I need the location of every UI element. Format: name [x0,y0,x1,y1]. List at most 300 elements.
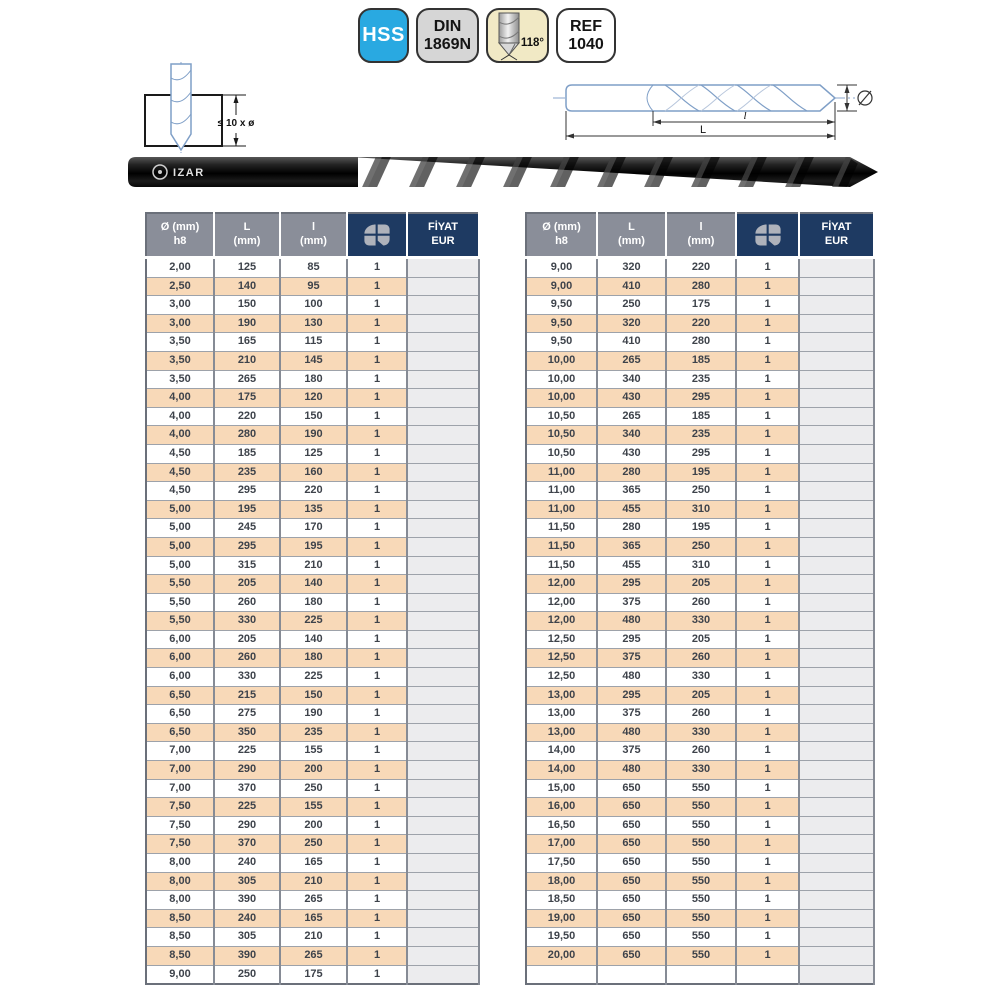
table-row [146,816,479,835]
table-cell: 1 [736,370,799,389]
table-cell: 250 [666,537,736,556]
table-cell: 375 [597,593,666,612]
table-cell: 6,50 [146,686,214,705]
table-cell: 265 [280,946,347,965]
table-cell: 550 [666,816,736,835]
table-row [526,891,874,910]
table-row [526,389,874,408]
price-header: FİYAT EUR [407,213,479,258]
table-row [526,593,874,612]
table-cell: 9,50 [526,296,597,315]
table-cell: 1 [347,500,407,519]
table-cell: 260 [214,649,280,668]
hss-badge [358,8,409,63]
table-cell: 375 [597,742,666,761]
table-cell [799,482,874,501]
table-cell: 5,00 [146,500,214,519]
table-cell: 8,00 [146,854,214,873]
drill-bit-photo [122,148,882,196]
table-cell [799,407,874,426]
table-row [146,444,479,463]
table-cell: 170 [280,519,347,538]
table-cell: 295 [214,537,280,556]
table-cell: 10,50 [526,407,597,426]
table-cell: 165 [280,909,347,928]
table-cell: 210 [280,556,347,575]
table-row [146,928,479,947]
table-cell: 650 [597,854,666,873]
table-cell [799,333,874,352]
table-row [526,370,874,389]
table-row [526,333,874,352]
table-cell: 650 [597,835,666,854]
table-cell: 225 [280,668,347,687]
table-cell: 265 [214,370,280,389]
table-cell: 155 [280,798,347,817]
table-cell: 1 [736,835,799,854]
drill-outline [566,85,835,111]
table-cell: 8,50 [146,928,214,947]
table-cell: 1 [347,258,407,278]
table-cell: 365 [597,537,666,556]
table-cell: 260 [666,593,736,612]
table-cell: 290 [214,761,280,780]
table-row [146,761,479,780]
table-cell: 1 [347,835,407,854]
table-cell: 175 [666,296,736,315]
table-cell: 280 [597,519,666,538]
table-cell: 1 [347,333,407,352]
table-cell: 1 [347,946,407,965]
table-row [146,668,479,687]
table-cell: 15,00 [526,779,597,798]
table-row [146,556,479,575]
drill-outline [171,64,191,150]
table-cell: 235 [214,463,280,482]
table-cell [799,742,874,761]
table-cell: 1 [736,816,799,835]
table-cell: 650 [597,816,666,835]
table-cell: 10,50 [526,426,597,445]
table-cell: 205 [214,630,280,649]
table-cell [407,816,479,835]
diameter-header: Ø (mm) h8 [146,213,214,258]
table-cell [666,965,736,984]
table-cell: 3,50 [146,333,214,352]
table-cell [407,723,479,742]
table-row [526,407,874,426]
table-row [526,649,874,668]
table-row [146,482,479,501]
table-cell: 1 [736,314,799,333]
table-row [526,742,874,761]
table-cell: 1 [347,463,407,482]
table-cell: 17,50 [526,854,597,873]
spec-table-left-body [146,258,479,985]
table-cell: 280 [597,463,666,482]
table-cell: 1 [736,407,799,426]
table-cell [799,705,874,724]
table-cell: 210 [280,872,347,891]
table-cell [407,258,479,278]
table-cell: 7,00 [146,761,214,780]
table-row [526,444,874,463]
table-row [526,463,874,482]
table-cell [407,351,479,370]
table-cell: 250 [214,965,280,984]
table-cell: 1 [347,761,407,780]
table-cell: 550 [666,928,736,947]
table-cell: 480 [597,668,666,687]
table-cell: 1 [347,612,407,631]
table-cell: 260 [666,705,736,724]
header-row [526,213,874,258]
table-cell: 1 [347,482,407,501]
table-row [146,612,479,631]
table-cell: 1 [736,612,799,631]
ref-1040-badge [556,8,616,63]
table-cell: 7,50 [146,816,214,835]
table-cell: 265 [280,891,347,910]
table-cell: 5,50 [146,593,214,612]
table-cell: 250 [280,835,347,854]
table-cell [407,333,479,352]
table-cell [407,537,479,556]
table-cell: 1 [736,556,799,575]
table-cell: 1 [347,668,407,687]
table-cell: 1 [347,537,407,556]
table-cell: 4,50 [146,463,214,482]
table-row [526,500,874,519]
table-cell: 16,00 [526,798,597,817]
table-cell: 100 [280,296,347,315]
table-cell: 150 [280,686,347,705]
table-cell [799,798,874,817]
table-cell: 390 [214,946,280,965]
table-cell: 1 [736,333,799,352]
table-cell: 125 [280,444,347,463]
table-cell: 650 [597,872,666,891]
table-cell [799,630,874,649]
table-cell: 1 [347,519,407,538]
table-cell: 330 [666,761,736,780]
table-cell [799,872,874,891]
table-row [526,519,874,538]
diameter-header: Ø (mm) h8 [526,213,597,258]
table-row [146,258,479,278]
table-cell [799,426,874,445]
table-cell [799,779,874,798]
table-cell: 1 [736,463,799,482]
table-cell [407,909,479,928]
table-cell: 320 [597,258,666,278]
table-cell: 650 [597,928,666,947]
table-cell: 1 [736,928,799,947]
table-row [526,296,874,315]
table-cell: 12,50 [526,668,597,687]
table-cell: 190 [280,426,347,445]
table-cell: 1 [736,779,799,798]
table-cell: 295 [666,444,736,463]
table-cell [799,537,874,556]
table-cell: 1 [736,351,799,370]
ref-label-line2: 1040 [568,35,604,53]
table-row [146,779,479,798]
table-cell: 330 [214,612,280,631]
table-cell [799,946,874,965]
table-cell: 375 [597,649,666,668]
table-cell: 11,50 [526,556,597,575]
table-cell: 120 [280,389,347,408]
table-cell: 210 [280,928,347,947]
table-cell: 1 [347,407,407,426]
table-cell: 295 [666,389,736,408]
table-row [526,686,874,705]
table-cell [799,928,874,947]
table-cell: 295 [597,630,666,649]
table-row [146,723,479,742]
table-cell: 1 [347,649,407,668]
table-cell: 1 [347,389,407,408]
table-row [146,705,479,724]
table-row [146,389,479,408]
table-cell [407,668,479,687]
table-cell [799,556,874,575]
table-cell: 8,00 [146,891,214,910]
table-cell: 650 [597,891,666,910]
table-cell: 280 [666,277,736,296]
table-row [526,965,874,984]
table-cell: 1 [736,854,799,873]
table-cell: 365 [597,482,666,501]
table-row [526,277,874,296]
table-cell [407,742,479,761]
spec-table-left [145,212,480,985]
table-cell: 1 [736,761,799,780]
table-cell: 180 [280,593,347,612]
table-cell [407,444,479,463]
table-cell: 225 [214,742,280,761]
table-row [146,519,479,538]
table-cell: 200 [280,761,347,780]
table-cell: 12,00 [526,575,597,594]
table-cell: 375 [597,705,666,724]
hss-label: HSS [362,24,405,46]
table-cell: 1 [347,686,407,705]
table-cell: 260 [666,742,736,761]
table-cell: 205 [666,630,736,649]
table-cell: 290 [214,816,280,835]
table-cell: 125 [214,258,280,278]
table-cell: 6,50 [146,723,214,742]
table-cell: 1 [347,593,407,612]
table-cell: 9,50 [526,333,597,352]
table-cell: 165 [280,854,347,873]
table-cell: 17,00 [526,835,597,854]
table-cell: 275 [214,705,280,724]
table-cell: 3,50 [146,351,214,370]
table-cell: 205 [666,575,736,594]
table-cell [799,277,874,296]
table-cell: 5,00 [146,556,214,575]
table-cell: 2,00 [146,258,214,278]
table-cell: 550 [666,946,736,965]
table-cell: 160 [280,463,347,482]
table-cell: 1 [347,928,407,947]
table-cell: 1 [736,705,799,724]
table-cell: 390 [214,891,280,910]
table-cell: 1 [347,854,407,873]
table-cell: 1 [347,816,407,835]
table-cell [407,389,479,408]
table-cell: 240 [214,854,280,873]
table-cell: 1 [347,556,407,575]
table-cell [736,965,799,984]
table-cell: 8,00 [146,872,214,891]
table-row [146,946,479,965]
table-cell [407,965,479,984]
table-cell [799,816,874,835]
table-cell: 330 [666,612,736,631]
table-cell [407,946,479,965]
table-cell [799,463,874,482]
table-cell: 18,50 [526,891,597,910]
table-cell: 10,50 [526,444,597,463]
table-cell: 11,00 [526,500,597,519]
table-cell: 220 [666,258,736,278]
table-cell [407,426,479,445]
table-row [146,835,479,854]
table-cell: 150 [214,296,280,315]
table-cell: 9,50 [526,314,597,333]
table-cell [799,258,874,278]
table-cell: 550 [666,835,736,854]
table-row [526,928,874,947]
length-header: L (mm) [214,213,280,258]
table-cell [407,500,479,519]
table-cell [407,891,479,910]
table-cell: 310 [666,556,736,575]
table-cell: 250 [666,482,736,501]
table-cell: 650 [597,909,666,928]
table-cell: 1 [736,519,799,538]
table-cell [799,854,874,873]
table-cell [407,575,479,594]
table-cell: 1 [347,742,407,761]
table-cell: 235 [666,370,736,389]
table-cell: 19,00 [526,909,597,928]
price-header: FİYAT EUR [799,213,874,258]
table-row [526,705,874,724]
table-cell [407,835,479,854]
table-cell: 310 [666,500,736,519]
table-cell: 330 [666,668,736,687]
table-row [526,482,874,501]
table-cell: 480 [597,723,666,742]
table-row [526,556,874,575]
table-cell: 650 [597,798,666,817]
table-cell [799,370,874,389]
brand-label: IZAR [173,167,205,179]
table-cell: 205 [214,575,280,594]
table-row [146,854,479,873]
table-cell: 330 [214,668,280,687]
table-cell: 4,50 [146,482,214,501]
table-cell: 410 [597,277,666,296]
table-cell: 245 [214,519,280,538]
table-cell: 1 [736,537,799,556]
table-cell: 480 [597,761,666,780]
table-cell: 1 [736,872,799,891]
table-row [146,463,479,482]
table-row [526,946,874,965]
table-cell: 14,00 [526,742,597,761]
table-cell: 550 [666,891,736,910]
table-cell: 295 [597,686,666,705]
table-cell [799,686,874,705]
table-cell: 145 [280,351,347,370]
table-cell [799,891,874,910]
table-cell: 240 [214,909,280,928]
table-cell: 9,00 [526,277,597,296]
table-cell: 550 [666,779,736,798]
table-cell: 4,00 [146,389,214,408]
table-cell: 11,50 [526,519,597,538]
table-cell: 140 [214,277,280,296]
table-row [526,723,874,742]
table-cell: 20,00 [526,946,597,965]
table-cell: 1 [736,630,799,649]
table-row [526,798,874,817]
izar-logo-icon [363,223,391,247]
table-cell: 1 [736,668,799,687]
table-cell: 200 [280,816,347,835]
table-cell: 4,50 [146,444,214,463]
table-cell: 205 [666,686,736,705]
table-cell: 195 [666,519,736,538]
table-cell: 1 [347,723,407,742]
table-cell: 4,00 [146,426,214,445]
table-row [146,333,479,352]
table-cell: 1 [347,444,407,463]
table-cell: 265 [597,407,666,426]
depth-note-label: ≤ 10 x ø [217,118,255,129]
table-row [146,537,479,556]
table-cell [407,872,479,891]
table-cell: 11,50 [526,537,597,556]
table-cell: 6,00 [146,649,214,668]
table-row [526,426,874,445]
table-cell [799,649,874,668]
table-row [146,593,479,612]
table-row [146,277,479,296]
table-cell: 350 [214,723,280,742]
table-row [526,835,874,854]
table-cell [407,463,479,482]
table-cell: 13,00 [526,686,597,705]
table-cell: 650 [597,779,666,798]
table-cell [799,389,874,408]
table-cell: 10,00 [526,370,597,389]
point-angle-badge [486,8,549,63]
table-cell [799,723,874,742]
table-row [146,649,479,668]
table-cell [407,612,479,631]
table-cell: 115 [280,333,347,352]
table-cell: 330 [666,723,736,742]
table-cell [407,314,479,333]
table-cell: 370 [214,779,280,798]
